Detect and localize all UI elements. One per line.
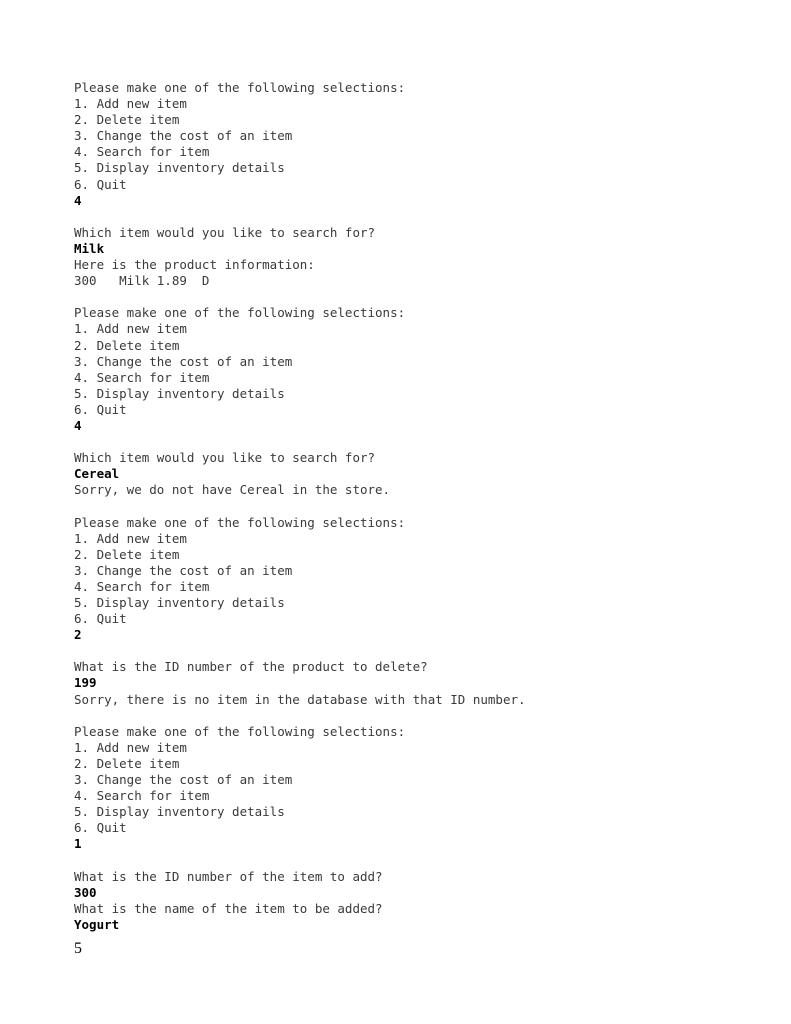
output-line: 6. Quit bbox=[74, 176, 127, 192]
output-line: 1. Add new item bbox=[74, 96, 187, 112]
output-line: 6. Quit bbox=[74, 820, 127, 836]
user-input-line: 4 bbox=[74, 417, 82, 433]
blank-line bbox=[74, 643, 774, 659]
blank-line bbox=[74, 498, 774, 514]
output-line: Please make one of the following selections: bbox=[74, 80, 406, 95]
output-line: 5. Display inventory details bbox=[74, 385, 285, 401]
output-line: 3. Change the cost of an item bbox=[74, 128, 293, 144]
output-line: Sorry, we do not have Cereal in the store. bbox=[74, 482, 391, 498]
output-line: 1. Add new item bbox=[74, 321, 187, 337]
output-line: 5. Display inventory details bbox=[74, 160, 285, 176]
output-line: 4. Search for item bbox=[74, 144, 210, 160]
output-line: Which item would you like to search for? bbox=[74, 450, 376, 466]
blank-line bbox=[74, 289, 774, 305]
user-input-line: 199 bbox=[74, 675, 97, 691]
output-line: 4. Search for item bbox=[74, 788, 210, 804]
page-number: 5 bbox=[74, 940, 82, 957]
output-line: 1. Add new item bbox=[74, 739, 187, 755]
output-line: Here is the product information: bbox=[74, 257, 315, 273]
output-line: 3. Change the cost of an item bbox=[74, 772, 293, 788]
output-line: 2. Delete item bbox=[74, 755, 180, 771]
output-line: Please make one of the following selections: bbox=[74, 305, 406, 321]
output-line: 3. Change the cost of an item bbox=[74, 562, 293, 578]
output-line: 6. Quit bbox=[74, 401, 127, 417]
blank-line bbox=[74, 708, 774, 724]
user-input-line: 1 bbox=[74, 836, 82, 852]
output-line: 2. Delete item bbox=[74, 112, 180, 128]
user-input-line: Milk bbox=[74, 240, 105, 256]
output-line: 6. Quit bbox=[74, 611, 127, 627]
output-line: Sorry, there is no item in the database with that ID number. bbox=[74, 691, 526, 707]
output-line: What is the name of the item to be added? bbox=[74, 900, 383, 916]
user-input-line: 4 bbox=[74, 192, 82, 208]
user-input-line: 300 bbox=[74, 884, 97, 900]
output-line: 2. Delete item bbox=[74, 546, 180, 562]
blank-line bbox=[74, 853, 774, 869]
user-input-line: Yogurt bbox=[74, 916, 120, 932]
user-input-line: Cereal bbox=[74, 466, 120, 482]
output-line: Please make one of the following selections: bbox=[74, 514, 406, 530]
output-line: What is the ID number of the item to add? bbox=[74, 868, 383, 884]
output-line: What is the ID number of the product to delete? bbox=[74, 659, 428, 675]
output-line: 1. Add new item bbox=[74, 530, 187, 546]
output-line: 2. Delete item bbox=[74, 337, 180, 353]
output-line: 3. Change the cost of an item bbox=[74, 353, 293, 369]
output-line: 300 Milk 1.89 D bbox=[74, 273, 210, 289]
blank-line bbox=[74, 434, 774, 450]
user-input-line: 2 bbox=[74, 627, 82, 643]
output-line: 5. Display inventory details bbox=[74, 595, 285, 610]
output-line: 4. Search for item bbox=[74, 369, 210, 385]
blank-line bbox=[74, 209, 774, 225]
output-line: Please make one of the following selections: bbox=[74, 723, 406, 739]
console-transcript bbox=[74, 80, 774, 933]
output-line: 4. Search for item bbox=[74, 578, 210, 594]
output-line: 5. Display inventory details bbox=[74, 804, 285, 820]
output-line: Which item would you like to search for? bbox=[74, 224, 376, 240]
